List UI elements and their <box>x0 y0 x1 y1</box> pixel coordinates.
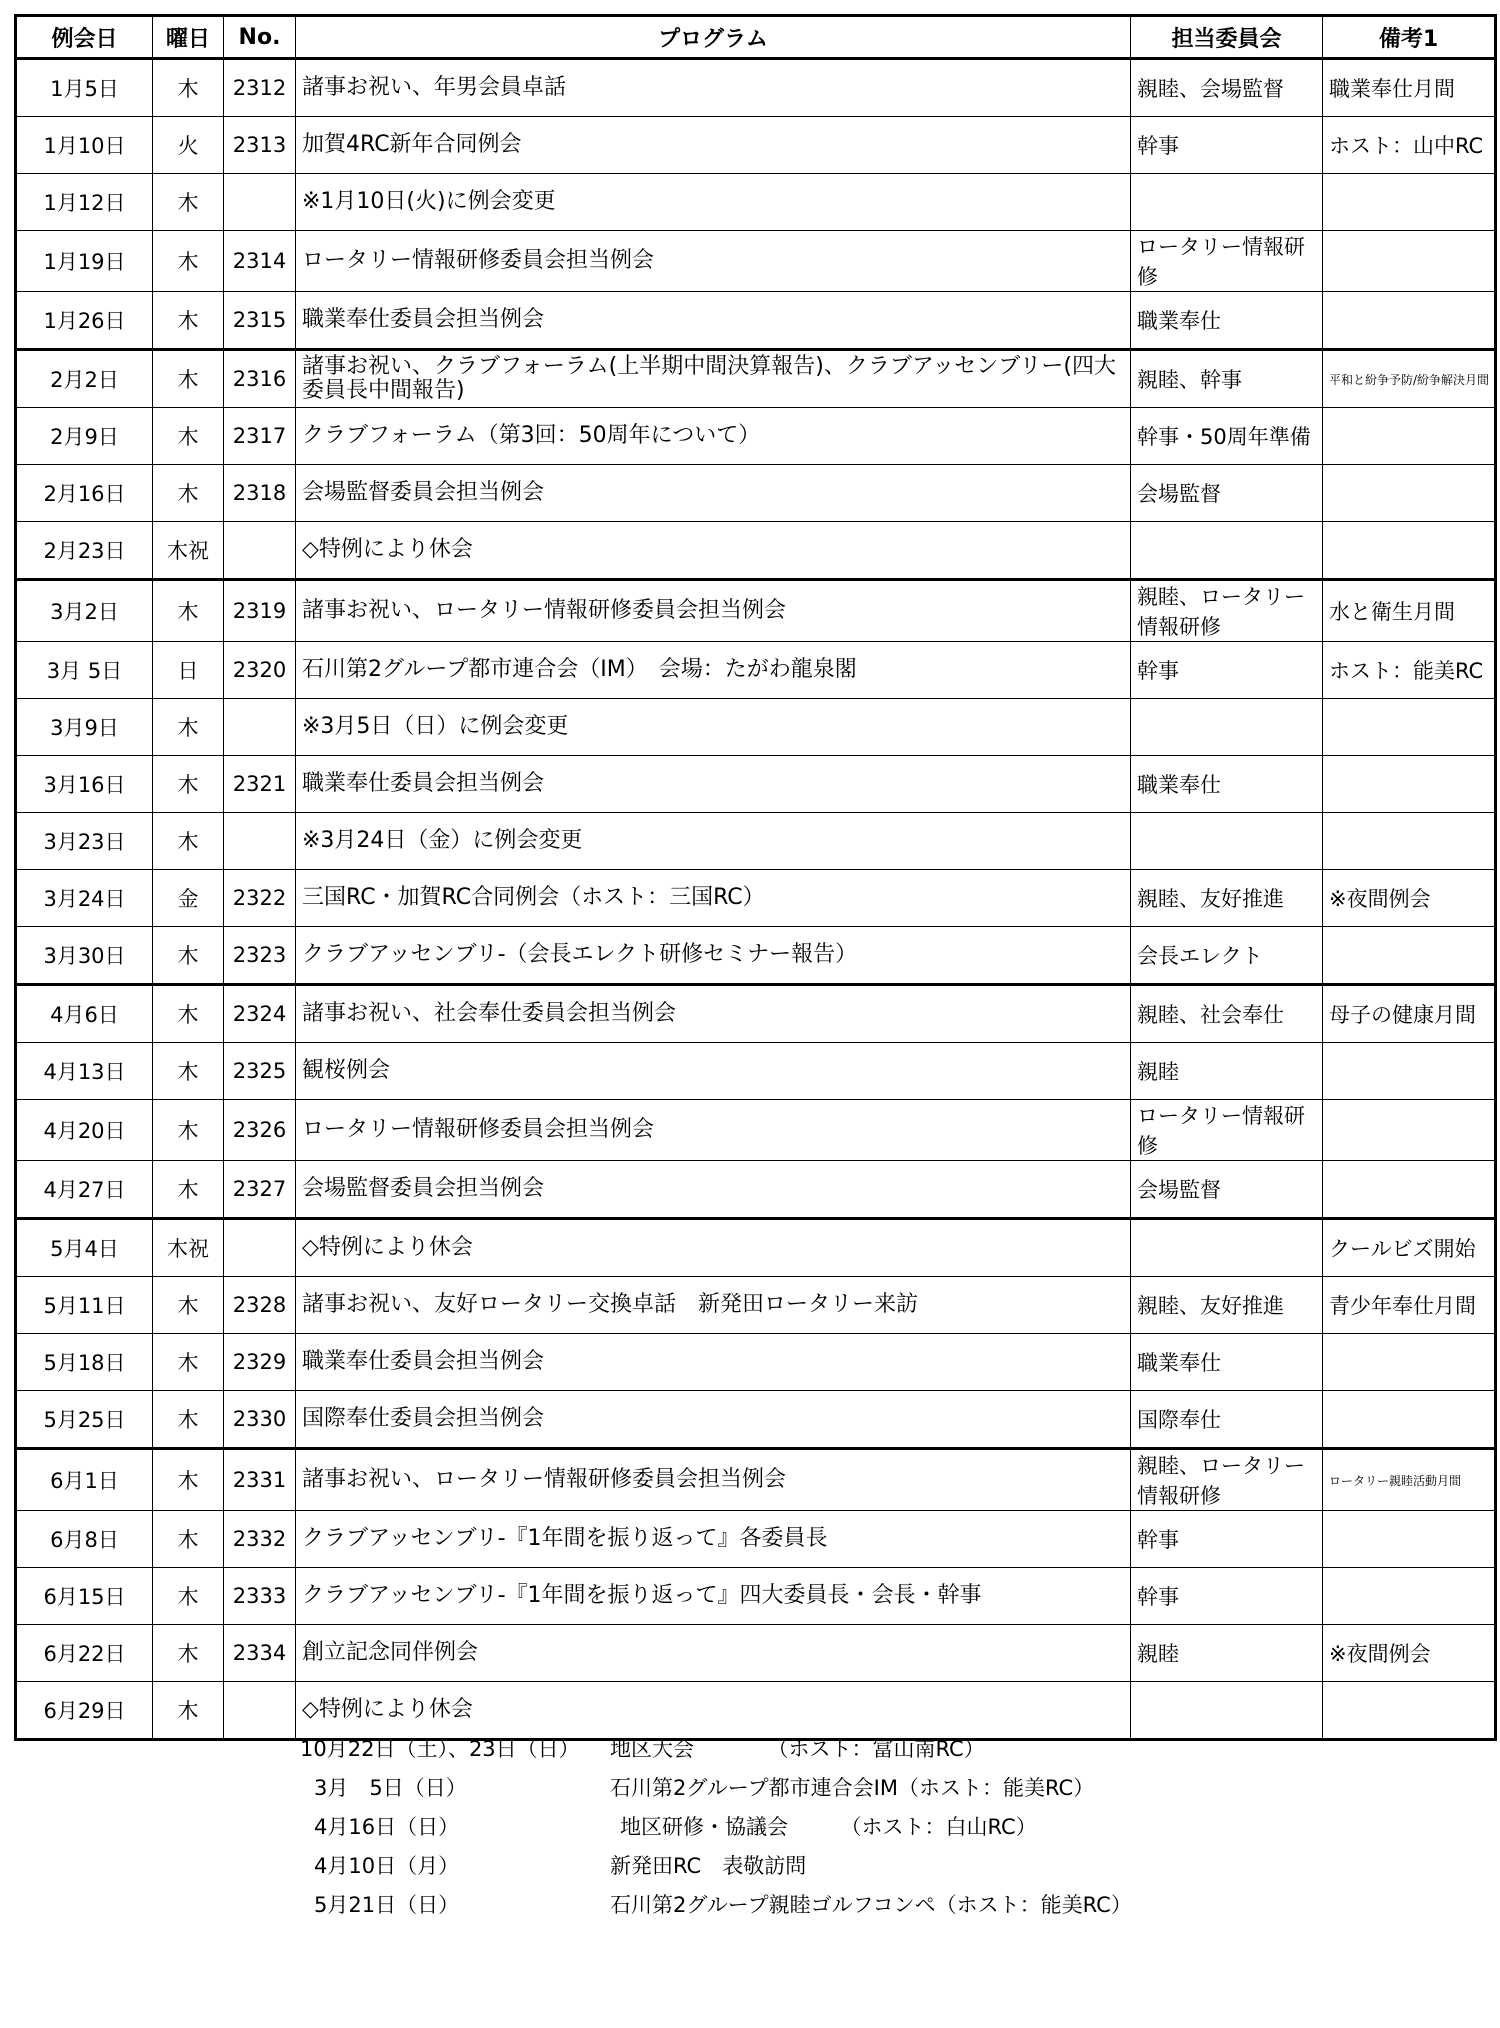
cell-committee: 親睦、幹事 <box>1131 350 1323 408</box>
cell-program: 観桜例会 <box>296 1043 1131 1100</box>
header-no: No. <box>224 16 296 59</box>
cell-day: 木 <box>153 1043 224 1100</box>
event-text: 石川第2グループ都市連合会IM（ホスト：能美RC） <box>610 1776 1095 1800</box>
cell-program: 諸事お祝い、友好ロータリー交換卓話 新発田ロータリー来訪 <box>296 1277 1131 1334</box>
cell-program: 創立記念同伴例会 <box>296 1625 1131 1682</box>
event-list <box>300 1730 1300 1925</box>
cell-committee: 幹事 <box>1131 1511 1323 1568</box>
table-row <box>16 1043 1496 1100</box>
table-row <box>16 1511 1496 1568</box>
cell-no: 2329 <box>224 1334 296 1391</box>
cell-note <box>1323 699 1496 756</box>
cell-date: 6月1日 <box>16 1449 153 1511</box>
cell-no: 2330 <box>224 1391 296 1449</box>
cell-no: 2326 <box>224 1100 296 1161</box>
cell-committee: 会場監督 <box>1131 1161 1323 1219</box>
table-row <box>16 699 1496 756</box>
cell-date: 5月25日 <box>16 1391 153 1449</box>
cell-day: 木 <box>153 1161 224 1219</box>
cell-date: 3月23日 <box>16 813 153 870</box>
cell-day: 木 <box>153 756 224 813</box>
cell-day: 木 <box>153 813 224 870</box>
table-row <box>16 813 1496 870</box>
cell-committee: 幹事 <box>1131 1568 1323 1625</box>
schedule-table <box>14 14 1497 1741</box>
cell-program: ◇特例により休会 <box>296 1682 1131 1740</box>
cell-no: 2323 <box>224 927 296 985</box>
table-row <box>16 465 1496 522</box>
cell-committee: 幹事・50周年準備 <box>1131 408 1323 465</box>
cell-no: 2325 <box>224 1043 296 1100</box>
table-row <box>16 870 1496 927</box>
cell-committee: ロータリー情報研修 <box>1131 231 1323 292</box>
table-row <box>16 117 1496 174</box>
table-row <box>16 1161 1496 1219</box>
cell-committee: 職業奉仕 <box>1131 292 1323 350</box>
cell-day: 木祝 <box>153 1219 224 1277</box>
cell-program: 会場監督委員会担当例会 <box>296 465 1131 522</box>
cell-date: 1月5日 <box>16 59 153 117</box>
table-row <box>16 1277 1496 1334</box>
event-text: 地区研修・協議会 （ホスト：白山RC） <box>620 1815 1037 1839</box>
table-row <box>16 1100 1496 1161</box>
header-program: プログラム <box>296 16 1131 59</box>
table-row <box>16 1391 1496 1449</box>
event-date: 4月16日（日） <box>314 1815 460 1839</box>
cell-committee: 職業奉仕 <box>1131 756 1323 813</box>
cell-program: 三国RC・加賀RC合同例会（ホスト：三国RC） <box>296 870 1131 927</box>
table-row <box>16 1334 1496 1391</box>
cell-day: 木 <box>153 292 224 350</box>
cell-date: 4月20日 <box>16 1100 153 1161</box>
cell-program: ※3月24日（金）に例会変更 <box>296 813 1131 870</box>
cell-committee: 職業奉仕 <box>1131 1334 1323 1391</box>
cell-date: 3月9日 <box>16 699 153 756</box>
header-row <box>16 16 1496 59</box>
table-row <box>16 231 1496 292</box>
event-line <box>300 1730 1300 1769</box>
cell-date: 6月15日 <box>16 1568 153 1625</box>
cell-no <box>224 174 296 231</box>
cell-day: 木 <box>153 580 224 642</box>
cell-note <box>1323 927 1496 985</box>
cell-date: 1月12日 <box>16 174 153 231</box>
header-committee: 担当委員会 <box>1131 16 1323 59</box>
cell-no: 2316 <box>224 350 296 408</box>
cell-note <box>1323 522 1496 580</box>
table-row <box>16 522 1496 580</box>
cell-day: 木 <box>153 1100 224 1161</box>
cell-date: 4月27日 <box>16 1161 153 1219</box>
cell-day: 木 <box>153 174 224 231</box>
event-line <box>300 1769 1300 1808</box>
cell-note: 職業奉仕月間 <box>1323 59 1496 117</box>
event-date: 10月22日（土）、23日（日） <box>300 1737 580 1761</box>
cell-date: 6月8日 <box>16 1511 153 1568</box>
cell-no: 2314 <box>224 231 296 292</box>
cell-committee: 親睦 <box>1131 1043 1323 1100</box>
table-row <box>16 174 1496 231</box>
cell-day: 木祝 <box>153 522 224 580</box>
cell-program: 職業奉仕委員会担当例会 <box>296 1334 1131 1391</box>
cell-committee: 親睦、社会奉仕 <box>1131 985 1323 1043</box>
header-date: 例会日 <box>16 16 153 59</box>
cell-program: 職業奉仕委員会担当例会 <box>296 756 1131 813</box>
table-row <box>16 580 1496 642</box>
cell-no: 2320 <box>224 642 296 699</box>
cell-note <box>1323 813 1496 870</box>
cell-no: 2331 <box>224 1449 296 1511</box>
cell-program: ◇特例により休会 <box>296 1219 1131 1277</box>
cell-no: 2324 <box>224 985 296 1043</box>
cell-no: 2315 <box>224 292 296 350</box>
cell-no <box>224 813 296 870</box>
cell-date: 3月24日 <box>16 870 153 927</box>
cell-program: ※1月10日(火)に例会変更 <box>296 174 1131 231</box>
cell-committee: 親睦、友好推進 <box>1131 870 1323 927</box>
cell-day: 木 <box>153 59 224 117</box>
cell-no: 2334 <box>224 1625 296 1682</box>
cell-day: 木 <box>153 1625 224 1682</box>
cell-committee <box>1131 813 1323 870</box>
cell-no <box>224 522 296 580</box>
cell-note: 母子の健康月間 <box>1323 985 1496 1043</box>
cell-date: 2月2日 <box>16 350 153 408</box>
cell-date: 3月16日 <box>16 756 153 813</box>
cell-no: 2321 <box>224 756 296 813</box>
cell-no <box>224 699 296 756</box>
cell-day: 木 <box>153 1682 224 1740</box>
cell-program: クラブアッセンブリ‐（会長エレクト研修セミナー報告） <box>296 927 1131 985</box>
cell-date: 1月19日 <box>16 231 153 292</box>
cell-day: 火 <box>153 117 224 174</box>
cell-note: 平和と紛争予防/紛争解決月間 <box>1323 350 1496 408</box>
cell-note <box>1323 1100 1496 1161</box>
event-date: 4月10日（月） <box>314 1854 460 1878</box>
cell-day: 木 <box>153 408 224 465</box>
cell-date: 5月18日 <box>16 1334 153 1391</box>
cell-committee <box>1131 1219 1323 1277</box>
cell-date: 1月10日 <box>16 117 153 174</box>
cell-note <box>1323 756 1496 813</box>
cell-date: 5月11日 <box>16 1277 153 1334</box>
cell-day: 木 <box>153 350 224 408</box>
cell-program: 石川第2グループ都市連合会（IM） 会場：たがわ龍泉閣 <box>296 642 1131 699</box>
cell-note: ロータリー親睦活動月間 <box>1323 1449 1496 1511</box>
table-row <box>16 1625 1496 1682</box>
cell-note: ※夜間例会 <box>1323 870 1496 927</box>
cell-day: 木 <box>153 231 224 292</box>
cell-program: クラブアッセンブリ‐『1年間を振り返って』各委員長 <box>296 1511 1131 1568</box>
cell-date: 4月6日 <box>16 985 153 1043</box>
cell-program: 諸事お祝い、ロータリー情報研修委員会担当例会 <box>296 580 1131 642</box>
cell-program: ◇特例により休会 <box>296 522 1131 580</box>
cell-day: 木 <box>153 1391 224 1449</box>
cell-note <box>1323 408 1496 465</box>
cell-day: 木 <box>153 1568 224 1625</box>
cell-committee: 会長エレクト <box>1131 927 1323 985</box>
cell-program: 職業奉仕委員会担当例会 <box>296 292 1131 350</box>
table-row <box>16 756 1496 813</box>
cell-no: 2333 <box>224 1568 296 1625</box>
cell-program: 諸事お祝い、社会奉仕委員会担当例会 <box>296 985 1131 1043</box>
header-note: 備考1 <box>1323 16 1496 59</box>
table-row <box>16 985 1496 1043</box>
cell-no: 2312 <box>224 59 296 117</box>
cell-day: 金 <box>153 870 224 927</box>
cell-committee: 親睦 <box>1131 1625 1323 1682</box>
cell-note <box>1323 1043 1496 1100</box>
cell-date: 6月29日 <box>16 1682 153 1740</box>
cell-program: クラブアッセンブリ‐『1年間を振り返って』四大委員長・会長・幹事 <box>296 1568 1131 1625</box>
cell-day: 木 <box>153 927 224 985</box>
cell-date: 1月26日 <box>16 292 153 350</box>
event-line <box>300 1808 1300 1847</box>
cell-note: クールビズ開始 <box>1323 1219 1496 1277</box>
cell-note <box>1323 1334 1496 1391</box>
cell-committee: 親睦、会場監督 <box>1131 59 1323 117</box>
cell-program: 会場監督委員会担当例会 <box>296 1161 1131 1219</box>
event-line <box>300 1847 1300 1886</box>
table-row <box>16 642 1496 699</box>
table-row <box>16 927 1496 985</box>
table-row <box>16 1449 1496 1511</box>
cell-program: ※3月5日（日）に例会変更 <box>296 699 1131 756</box>
table-row <box>16 408 1496 465</box>
cell-no: 2317 <box>224 408 296 465</box>
cell-committee: 国際奉仕 <box>1131 1391 1323 1449</box>
cell-day: 木 <box>153 1511 224 1568</box>
cell-program: 諸事お祝い、ロータリー情報研修委員会担当例会 <box>296 1449 1131 1511</box>
cell-day: 木 <box>153 465 224 522</box>
cell-note <box>1323 1391 1496 1449</box>
event-date: 3月 5日（日） <box>314 1776 467 1800</box>
cell-day: 木 <box>153 985 224 1043</box>
cell-no <box>224 1682 296 1740</box>
cell-no: 2327 <box>224 1161 296 1219</box>
cell-note: ホスト：山中RC <box>1323 117 1496 174</box>
cell-date: 6月22日 <box>16 1625 153 1682</box>
event-text: 地区大会 （ホスト：富山南RC） <box>610 1737 985 1761</box>
cell-program: クラブフォーラム（第3回：50周年について） <box>296 408 1131 465</box>
cell-committee: 幹事 <box>1131 642 1323 699</box>
cell-committee <box>1131 522 1323 580</box>
table-row <box>16 350 1496 408</box>
cell-note: 青少年奉仕月間 <box>1323 1277 1496 1334</box>
table-row <box>16 1568 1496 1625</box>
cell-committee: 親睦、ロータリー情報研修 <box>1131 1449 1323 1511</box>
cell-program: ロータリー情報研修委員会担当例会 <box>296 1100 1131 1161</box>
cell-date: 3月 5日 <box>16 642 153 699</box>
cell-program: 諸事お祝い、クラブフォーラム(上半期中間決算報告)、クラブアッセンブリー(四大委員長中間報告) <box>296 350 1131 408</box>
cell-note: ホスト：能美RC <box>1323 642 1496 699</box>
event-text: 新発田RC 表敬訪問 <box>610 1854 807 1878</box>
cell-no: 2332 <box>224 1511 296 1568</box>
cell-note <box>1323 292 1496 350</box>
cell-no <box>224 1219 296 1277</box>
cell-committee: ロータリー情報研修 <box>1131 1100 1323 1161</box>
table-row <box>16 59 1496 117</box>
cell-day: 木 <box>153 699 224 756</box>
cell-date: 2月16日 <box>16 465 153 522</box>
cell-no: 2319 <box>224 580 296 642</box>
event-text: 石川第2グループ親睦ゴルフコンペ（ホスト：能美RC） <box>610 1893 1132 1917</box>
event-date: 5月21日（日） <box>314 1893 460 1917</box>
event-line <box>300 1886 1300 1925</box>
cell-note <box>1323 231 1496 292</box>
cell-no: 2318 <box>224 465 296 522</box>
cell-committee: 幹事 <box>1131 117 1323 174</box>
cell-program: 国際奉仕委員会担当例会 <box>296 1391 1131 1449</box>
table-row <box>16 1219 1496 1277</box>
cell-program: 諸事お祝い、年男会員卓話 <box>296 59 1131 117</box>
cell-program: 加賀4RC新年合同例会 <box>296 117 1131 174</box>
cell-no: 2322 <box>224 870 296 927</box>
header-day: 曜日 <box>153 16 224 59</box>
cell-no: 2328 <box>224 1277 296 1334</box>
cell-date: 4月13日 <box>16 1043 153 1100</box>
cell-note <box>1323 1161 1496 1219</box>
cell-committee <box>1131 174 1323 231</box>
cell-committee: 会場監督 <box>1131 465 1323 522</box>
cell-date: 3月2日 <box>16 580 153 642</box>
cell-committee: 親睦、友好推進 <box>1131 1277 1323 1334</box>
cell-note <box>1323 1682 1496 1740</box>
cell-day: 木 <box>153 1449 224 1511</box>
cell-day: 日 <box>153 642 224 699</box>
cell-note: ※夜間例会 <box>1323 1625 1496 1682</box>
cell-no: 2313 <box>224 117 296 174</box>
cell-day: 木 <box>153 1277 224 1334</box>
cell-date: 2月23日 <box>16 522 153 580</box>
cell-note <box>1323 465 1496 522</box>
cell-note <box>1323 1511 1496 1568</box>
cell-committee <box>1131 699 1323 756</box>
cell-note <box>1323 1568 1496 1625</box>
table-row <box>16 292 1496 350</box>
cell-date: 2月9日 <box>16 408 153 465</box>
cell-committee: 親睦、ロータリー情報研修 <box>1131 580 1323 642</box>
cell-date: 3月30日 <box>16 927 153 985</box>
cell-day: 木 <box>153 1334 224 1391</box>
cell-program: ロータリー情報研修委員会担当例会 <box>296 231 1131 292</box>
cell-date: 5月4日 <box>16 1219 153 1277</box>
cell-note <box>1323 174 1496 231</box>
cell-note: 水と衛生月間 <box>1323 580 1496 642</box>
